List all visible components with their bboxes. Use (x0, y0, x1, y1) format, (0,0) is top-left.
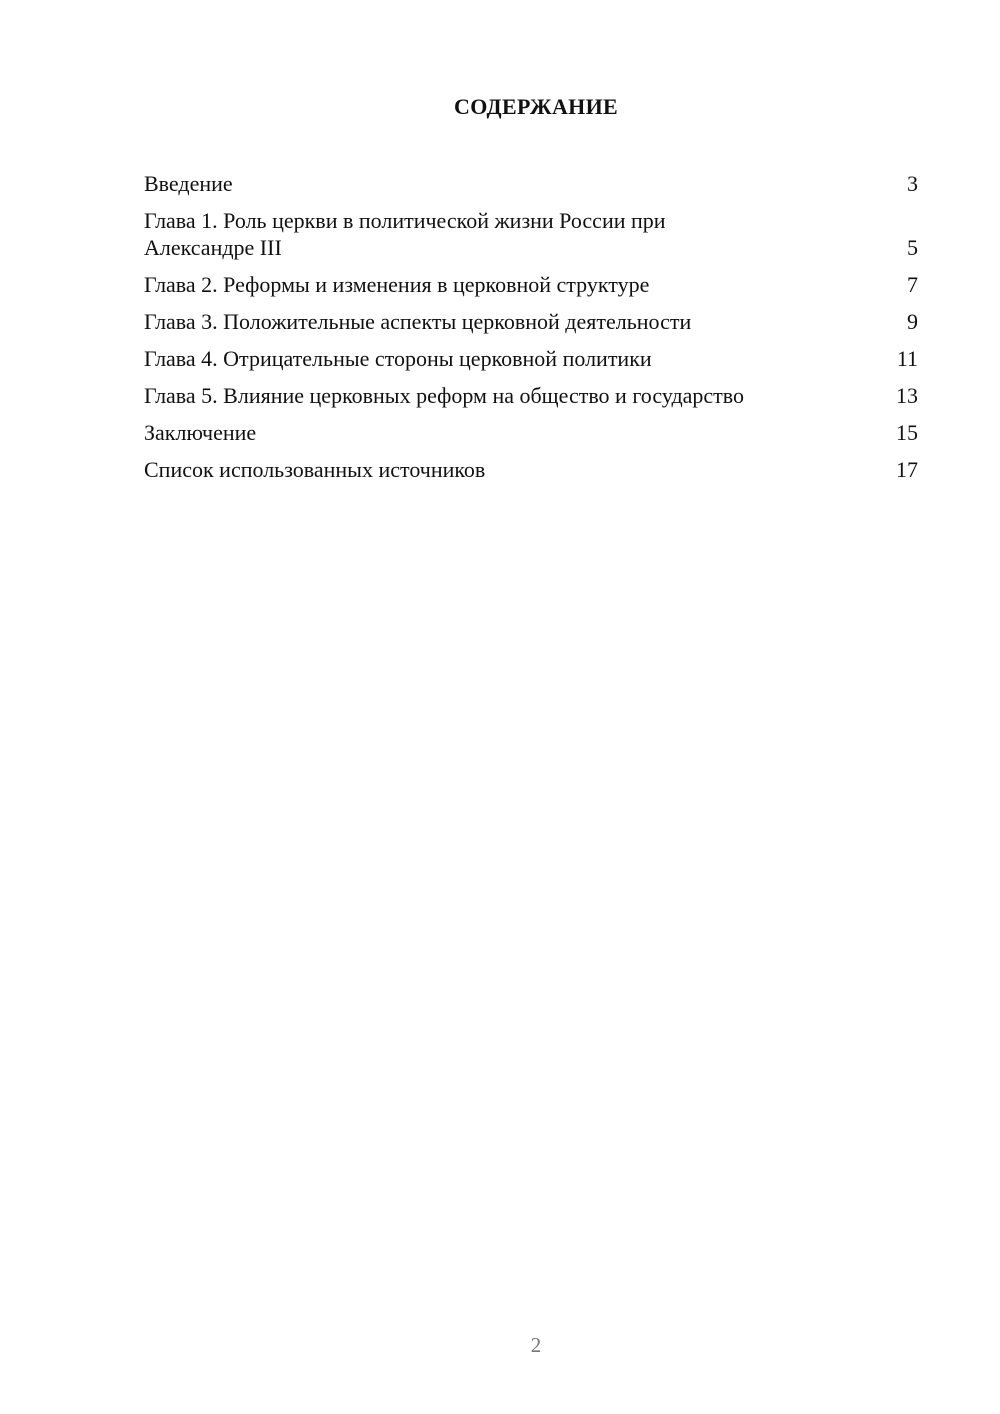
toc-entry-label: Глава 2. Реформы и изменения в церковной структуре (144, 272, 650, 297)
toc-entry-page: 9 (907, 309, 918, 334)
toc-entry-introduction (144, 170, 918, 197)
toc-entry-label: Глава 1. Роль церкви в политической жизни России при Александре III (144, 208, 666, 260)
toc-entry-chapter-4 (144, 345, 918, 372)
toc-entry-label: Глава 4. Отрицательные стороны церковной политики (144, 346, 652, 371)
toc-entry-conclusion (144, 419, 918, 446)
toc-entry-page: 3 (907, 171, 918, 196)
toc-entry-page: 5 (907, 235, 918, 260)
toc-entry-references (144, 456, 918, 483)
toc-entry-label: Заключение (144, 420, 257, 445)
toc-entry-label: Глава 5. Влияние церковных реформ на общество и государство (144, 383, 745, 408)
page-number: 2 (530, 1333, 542, 1357)
toc-entry-page: 11 (896, 346, 918, 371)
page-title: СОДЕРЖАНИЕ (454, 94, 618, 119)
toc-entry-chapter-5 (144, 382, 918, 409)
toc-entry-chapter-3 (144, 308, 918, 335)
toc-entry-label: Список использованных источников (144, 457, 486, 482)
toc-entry-chapter-1 (144, 207, 918, 261)
toc-entry-label: Глава 3. Положительные аспекты церковной деятельности (144, 309, 692, 334)
toc-entry-page: 17 (896, 457, 918, 482)
table-of-contents (144, 170, 918, 493)
toc-entry-chapter-2 (144, 271, 918, 298)
toc-entry-page: 15 (896, 420, 918, 445)
toc-entry-page: 7 (907, 272, 918, 297)
toc-entry-label: Введение (144, 171, 233, 196)
toc-entry-page: 13 (896, 383, 918, 408)
